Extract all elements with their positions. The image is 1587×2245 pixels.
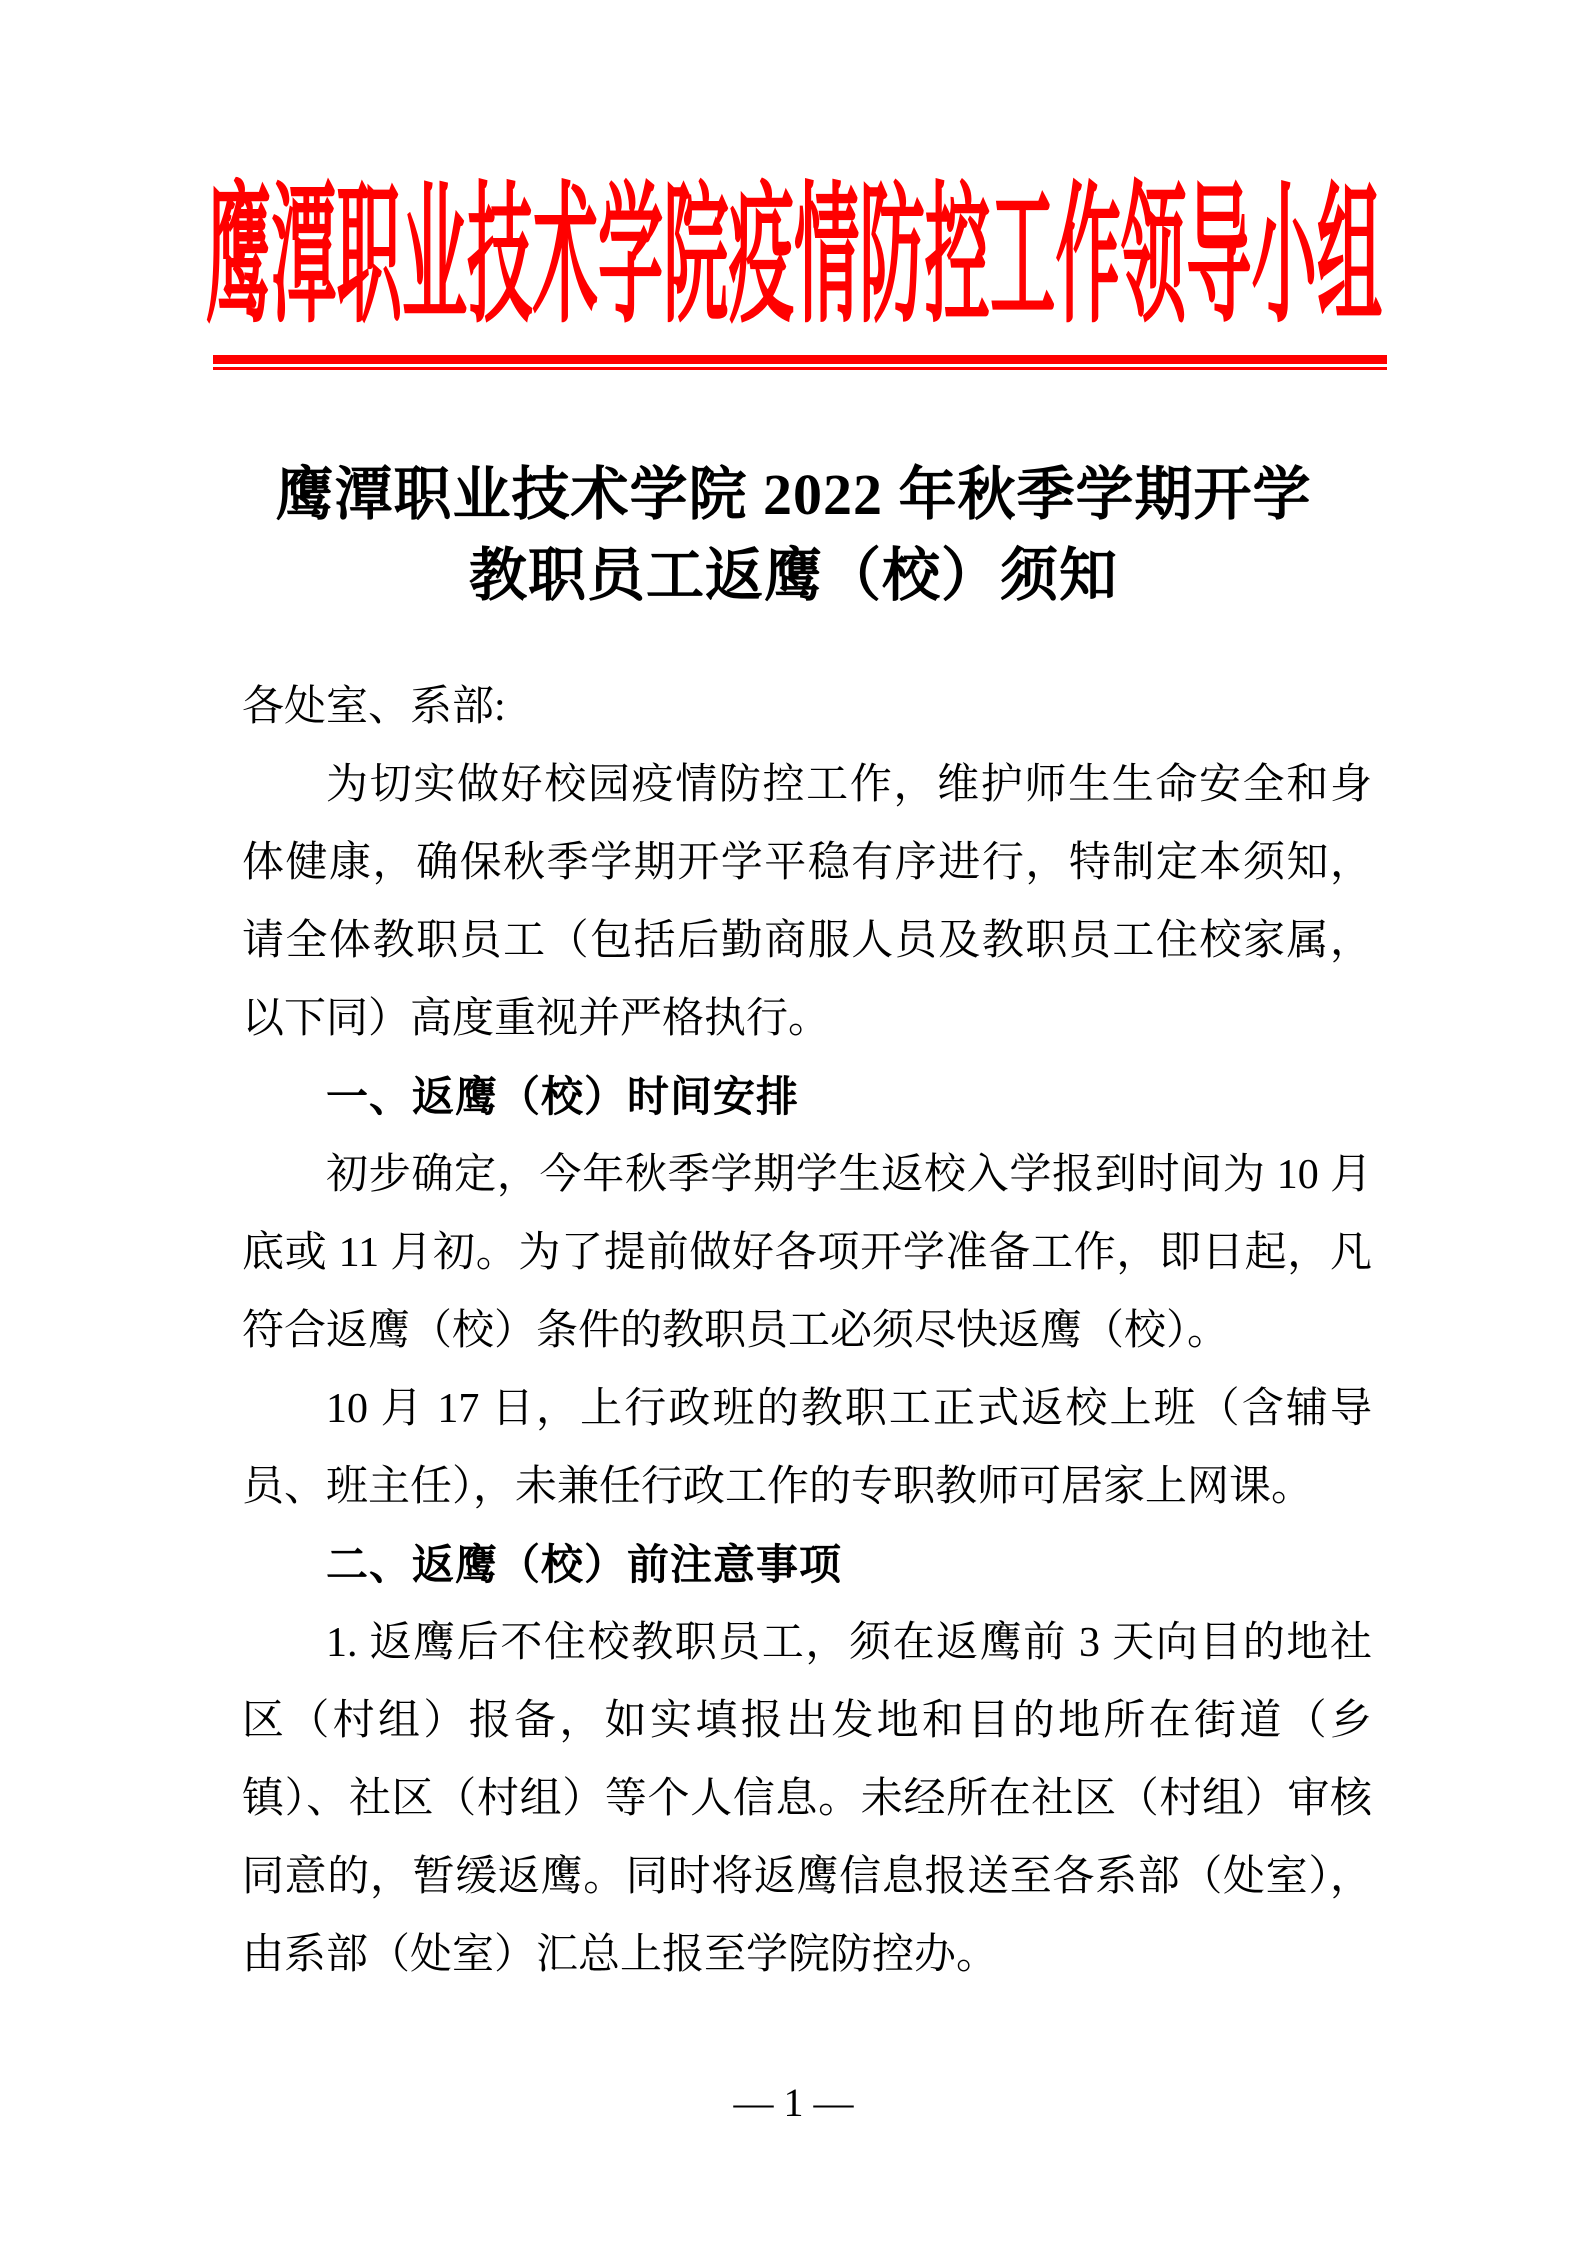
- paragraph-schedule-1: 初步确定，今年秋季学期学生返校入学报到时间为 10 月底或 11 月初。为了提前做好各项开学准备工作，即日起，凡符合返鹰（校）条件的教职员工必须尽快返鹰（校）。: [242, 1152, 1372, 1354]
- paragraph-schedule-2: 10 月 17 日，上行政班的教职工正式返校上班（含辅导员、班主任），未兼任行政工作的专职教师可居家上网课。: [242, 1386, 1372, 1510]
- section-heading-1: 一、返鹰（校）时间安排: [326, 1073, 800, 1120]
- salutation: 各处室、系部:: [242, 684, 506, 730]
- document-title-line2: 教职员工返鹰（校）须知: [468, 543, 1118, 608]
- section-heading-2: 二、返鹰（校）前注意事项: [326, 1541, 843, 1588]
- paragraph-notice-1: 1. 返鹰后不住校教职员工，须在返鹰前 3 天向目的地社区（村组）报备，如实填报出发地和目的地所在街道（乡镇）、社区（村组）等个人信息。未经所在社区（村组）审核同意的，暂缓返鹰。同时将返鹰信息报送至各系部（处室），由系部（处室）汇总上报至学院防控办。: [242, 1620, 1372, 1978]
- document-title: [0, 454, 1587, 616]
- letterhead-divider-thin: [213, 367, 1387, 370]
- page-number: — 1 —: [733, 2080, 854, 2125]
- letterhead-divider-thick: [213, 355, 1387, 364]
- document-title-line1: 鹰潭职业技术学院 2022 年秋季学期开学: [275, 462, 1312, 527]
- paragraph-intro: 为切实做好校园疫情防控工作，维护师生生命安全和身体健康，确保秋季学期开学平稳有序进行，特制定本须知，请全体教职员工（包括后勤商服人员及教职员工住校家属，以下同）高度重视并严格执行。: [242, 762, 1372, 1042]
- document-body: [242, 668, 1372, 1994]
- letterhead-title: 鹰潭职业技术学院疫情防控工作领导小组: [205, 173, 1382, 341]
- letterhead-banner: [0, 173, 1587, 341]
